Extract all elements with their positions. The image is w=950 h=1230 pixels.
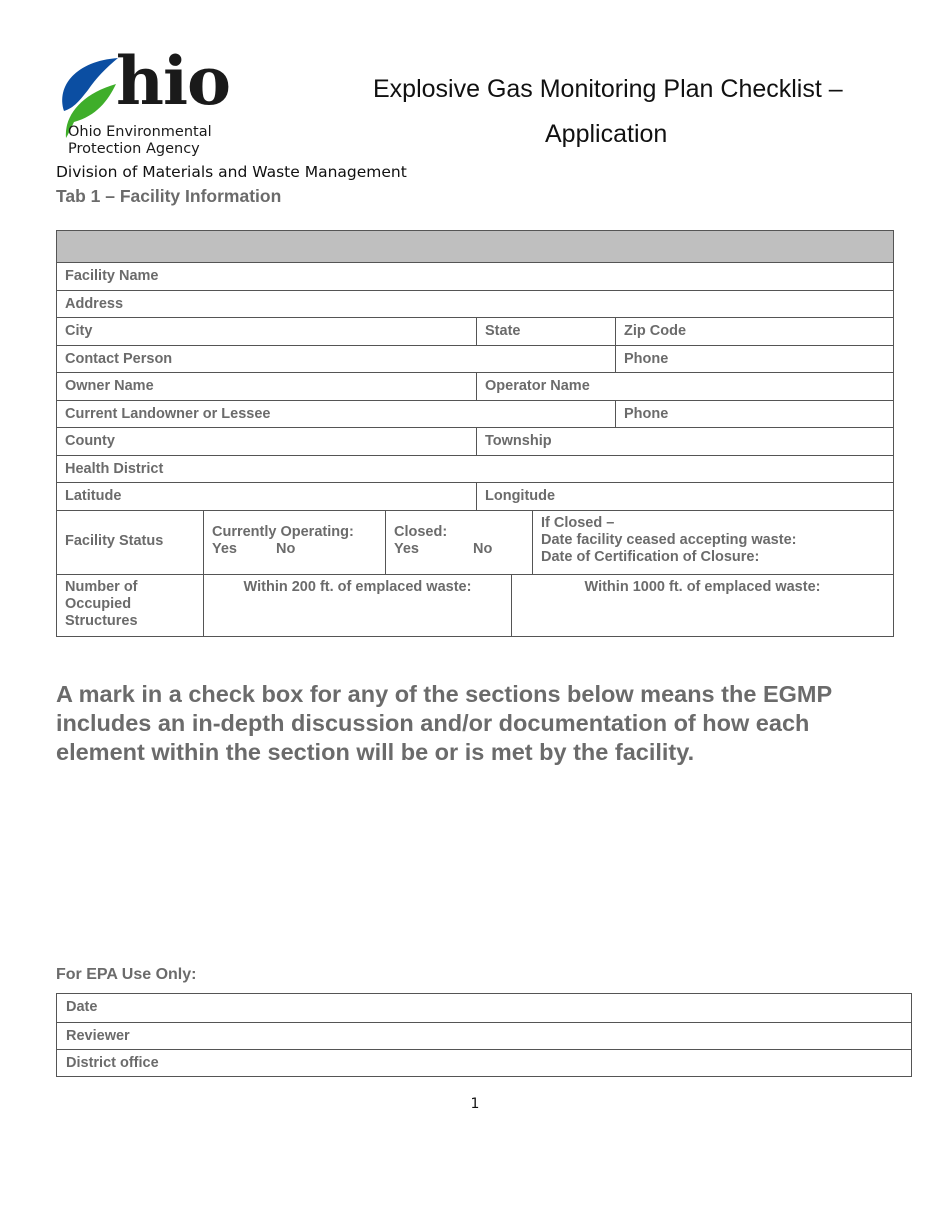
epa-use-heading: For EPA Use Only: [56,966,197,983]
operating-yes-option[interactable]: Yes [212,541,237,557]
within-1000-field[interactable] [511,575,893,637]
closed-no-option[interactable]: No [473,541,493,557]
document-title-line1: Explosive Gas Monitoring Plan Checklist – [373,75,843,103]
landowner-phone-label: Phone [624,406,669,422]
page-number: 1 [470,1096,480,1112]
owner-name-field[interactable] [57,373,476,400]
operating-no-option[interactable]: No [276,541,296,557]
if-closed-label: If Closed – [541,515,615,531]
operating-options [212,541,377,558]
closed-cell [385,511,532,574]
epa-use-table [56,993,912,1077]
longitude-field[interactable] [476,483,893,510]
contact-person-label: Contact Person [65,351,173,367]
landowner-phone-field[interactable] [615,401,893,427]
row-owner-operator [57,372,893,400]
row-city-state-zip [57,317,893,345]
health-district-field[interactable] [57,456,893,482]
date-certification-field[interactable]: Date of Certification of Closure: [541,549,760,565]
health-district-label: Health District [65,461,164,477]
facility-info-table [56,230,894,637]
operator-name-field[interactable] [476,373,893,400]
closure-dates-cell [532,511,893,574]
county-label: County [65,433,115,449]
row-facility-name [57,262,893,290]
epa-date-field[interactable] [57,994,911,1022]
zip-code-field[interactable] [615,318,893,345]
logo-wordmark: hio [116,42,231,120]
epa-date-label: Date [66,999,98,1015]
city-label: City [65,323,93,339]
within-200-label: Within 200 ft. of emplaced waste: [243,579,472,595]
row-contact [57,345,893,372]
structures-label-line3: Structures [65,613,138,629]
township-field[interactable] [476,428,893,455]
logo-agency-line1: Ohio Environmental [68,124,212,140]
within-1000-label: Within 1000 ft. of emplaced waste: [584,579,821,595]
logo-agency-line2: Protection Agency [68,141,200,157]
structures-label-cell [57,575,203,637]
address-field[interactable] [57,291,893,317]
row-county-township [57,427,893,455]
tab-title: Tab 1 – Facility Information [56,186,282,206]
facility-status-label: Facility Status [65,533,164,549]
address-label: Address [65,296,124,312]
facility-name-label: Facility Name [65,268,159,284]
currently-operating-label: Currently Operating: [212,524,354,540]
county-field[interactable] [57,428,476,455]
row-facility-status [57,510,893,574]
longitude-label: Longitude [485,488,556,504]
structures-label-line2: Occupied [65,596,132,612]
closed-label: Closed: [394,524,448,540]
epa-reviewer-label: Reviewer [66,1027,130,1044]
state-label: State [485,323,521,339]
ohio-epa-logo [56,42,246,161]
date-ceased-field[interactable]: Date facility ceased accepting waste: [541,532,797,548]
structures-label-line1: Number of [65,579,138,595]
row-address [57,290,893,317]
state-field[interactable] [476,318,615,345]
operator-name-label: Operator Name [485,378,590,394]
epa-district-office-label: District office [66,1055,159,1071]
row-health-district [57,455,893,482]
closed-options [394,541,524,558]
landowner-label: Current Landowner or Lessee [65,406,271,422]
currently-operating-cell [203,511,385,574]
contact-person-field[interactable] [57,346,615,372]
epa-reviewer-field[interactable] [57,1022,911,1050]
table-header-band [57,231,893,262]
row-occupied-structures [57,574,893,637]
township-label: Township [485,433,552,449]
logo-agency-name [68,124,212,158]
row-landowner [57,400,893,427]
facility-name-field[interactable] [57,263,893,290]
latitude-label: Latitude [65,488,122,504]
landowner-field[interactable] [57,401,615,427]
within-200-field[interactable] [203,575,511,637]
epa-district-office-field[interactable] [57,1049,911,1077]
contact-phone-field[interactable] [615,346,893,372]
instructions-paragraph: A mark in a check box for any of the sections below means the EGMP includes an in-depth discussion and/or documentation of how each element within the section will be or is met by the facility. [56,681,832,765]
document-title-line2: Application [545,120,668,148]
latitude-field[interactable] [57,483,476,510]
contact-phone-label: Phone [624,351,669,367]
city-field[interactable] [57,318,476,345]
closed-yes-option[interactable]: Yes [394,541,419,557]
row-lat-long [57,482,893,510]
division-name: Division of Materials and Waste Management [56,163,407,181]
owner-name-label: Owner Name [65,378,154,394]
facility-status-label-cell [57,511,203,574]
zip-code-label: Zip Code [624,323,687,339]
